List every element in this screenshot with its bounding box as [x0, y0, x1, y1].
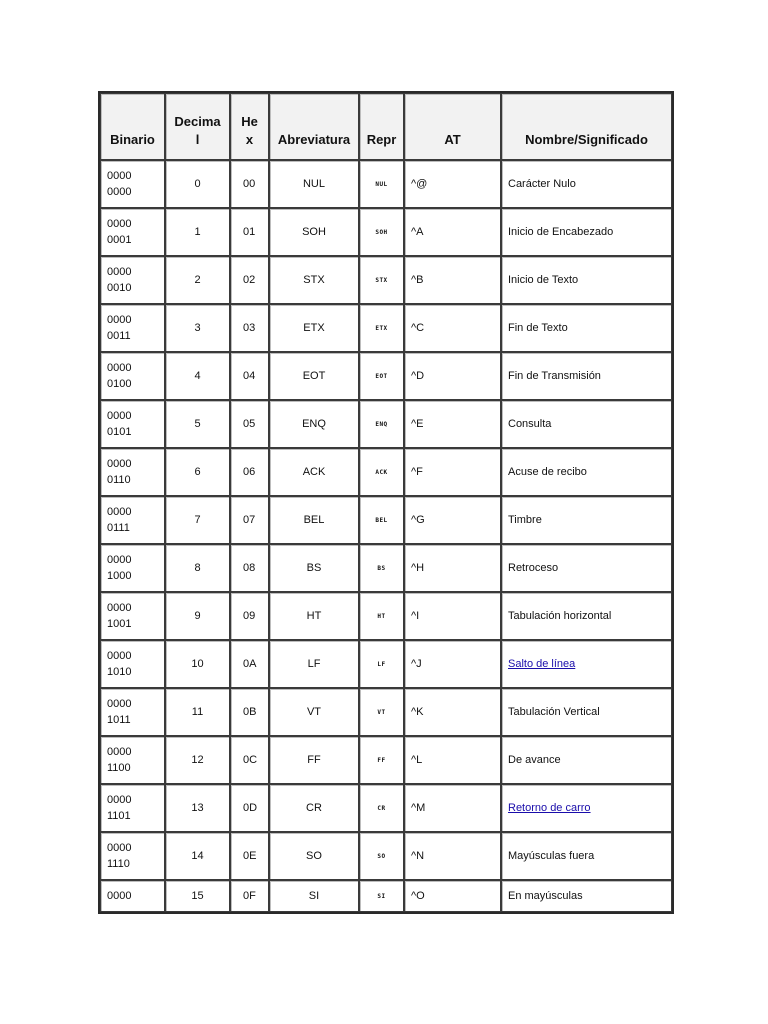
repr-glyph: NUL	[375, 181, 388, 188]
binario-high-nibble: 0000	[107, 410, 132, 422]
cell-nombre: Inicio de Encabezado	[501, 208, 672, 256]
binario-high-nibble: 0000	[107, 362, 132, 374]
table-row	[100, 496, 672, 544]
cell-decimal: 0	[165, 160, 230, 208]
cell-at: ^F	[404, 448, 501, 496]
binario-high-nibble: 0000	[107, 218, 132, 230]
cell-decimal: 6	[165, 448, 230, 496]
binario-high-nibble: 0000	[107, 698, 132, 710]
cell-hex: 04	[230, 352, 269, 400]
cell-nombre: Fin de Transmisión	[501, 352, 672, 400]
cell-nombre: Consulta	[501, 400, 672, 448]
ascii-control-table	[98, 91, 674, 914]
cell-binario	[100, 592, 165, 640]
repr-glyph: SOH	[375, 229, 388, 236]
cell-nombre: Mayúsculas fuera	[501, 832, 672, 880]
cell-hex: 09	[230, 592, 269, 640]
binario-low-nibble: 1110	[107, 858, 130, 870]
cell-hex: 0A	[230, 640, 269, 688]
header-binario: Binario	[100, 93, 165, 160]
table-row	[100, 544, 672, 592]
header-hex-line1: He	[241, 114, 258, 129]
cell-binario	[100, 400, 165, 448]
repr-glyph: ACK	[375, 469, 388, 476]
cell-abreviatura: VT	[269, 688, 359, 736]
cell-nombre: Retroceso	[501, 544, 672, 592]
table-body	[100, 160, 672, 912]
binario-high-nibble: 0000	[107, 746, 132, 758]
cell-binario	[100, 160, 165, 208]
repr-glyph: BEL	[375, 517, 388, 524]
cell-repr	[359, 448, 404, 496]
header-abreviatura: Abreviatura	[269, 93, 359, 160]
table-row	[100, 736, 672, 784]
table-row	[100, 352, 672, 400]
cell-repr	[359, 208, 404, 256]
table-row	[100, 400, 672, 448]
repr-glyph: SI	[377, 893, 386, 900]
cell-repr	[359, 544, 404, 592]
cell-binario	[100, 352, 165, 400]
table-row	[100, 256, 672, 304]
cell-nombre	[501, 784, 672, 832]
cell-repr	[359, 640, 404, 688]
cell-abreviatura: SOH	[269, 208, 359, 256]
cell-binario	[100, 736, 165, 784]
table-row	[100, 640, 672, 688]
cell-decimal: 14	[165, 832, 230, 880]
cell-hex: 01	[230, 208, 269, 256]
cell-abreviatura: ENQ	[269, 400, 359, 448]
cell-at: ^N	[404, 832, 501, 880]
repr-glyph: ETX	[375, 325, 388, 332]
cell-at: ^H	[404, 544, 501, 592]
cell-repr	[359, 784, 404, 832]
binario-low-nibble: 1100	[107, 762, 131, 774]
cell-at: ^K	[404, 688, 501, 736]
cell-binario	[100, 640, 165, 688]
cell-repr	[359, 400, 404, 448]
cell-hex: 00	[230, 160, 269, 208]
cell-hex: 0C	[230, 736, 269, 784]
cell-binario	[100, 208, 165, 256]
cell-abreviatura: EOT	[269, 352, 359, 400]
binario-high-nibble: 0000	[107, 170, 132, 182]
binario-low-nibble: 0000	[107, 186, 132, 198]
binario-high-nibble: 0000	[107, 794, 132, 806]
table-row	[100, 880, 672, 912]
cell-decimal: 10	[165, 640, 230, 688]
cell-repr	[359, 496, 404, 544]
cell-decimal: 1	[165, 208, 230, 256]
cell-nombre: Acuse de recibo	[501, 448, 672, 496]
cell-hex: 06	[230, 448, 269, 496]
cell-binario	[100, 448, 165, 496]
nombre-link[interactable]: Salto de línea	[508, 658, 576, 670]
cell-decimal: 12	[165, 736, 230, 784]
repr-glyph: LF	[377, 661, 386, 668]
cell-nombre: De avance	[501, 736, 672, 784]
cell-decimal: 7	[165, 496, 230, 544]
cell-abreviatura: BS	[269, 544, 359, 592]
repr-glyph: EOT	[375, 373, 388, 380]
binario-high-nibble: 0000	[107, 506, 132, 518]
cell-at: ^E	[404, 400, 501, 448]
cell-at: ^J	[404, 640, 501, 688]
cell-abreviatura: BEL	[269, 496, 359, 544]
binario-low-nibble: 0111	[107, 522, 130, 534]
header-at: AT	[404, 93, 501, 160]
repr-glyph: FF	[377, 757, 386, 764]
binario-low-nibble: 1010	[107, 666, 132, 678]
binario-low-nibble: 0100	[107, 378, 132, 390]
table-header-row	[100, 93, 672, 160]
cell-abreviatura: NUL	[269, 160, 359, 208]
header-decimal-line1: Decima	[174, 114, 221, 129]
cell-nombre: En mayúsculas	[501, 880, 672, 912]
cell-hex: 08	[230, 544, 269, 592]
cell-nombre: Tabulación Vertical	[501, 688, 672, 736]
table-row	[100, 208, 672, 256]
cell-decimal: 4	[165, 352, 230, 400]
binario-high-nibble: 0000	[107, 650, 132, 662]
cell-hex: 02	[230, 256, 269, 304]
cell-at: ^A	[404, 208, 501, 256]
cell-abreviatura: STX	[269, 256, 359, 304]
header-hex	[230, 93, 269, 160]
cell-at: ^D	[404, 352, 501, 400]
cell-nombre: Carácter Nulo	[501, 160, 672, 208]
cell-at: ^B	[404, 256, 501, 304]
cell-repr	[359, 688, 404, 736]
cell-at: ^L	[404, 736, 501, 784]
cell-binario	[100, 544, 165, 592]
cell-binario	[100, 256, 165, 304]
cell-abreviatura: ETX	[269, 304, 359, 352]
cell-binario	[100, 688, 165, 736]
cell-abreviatura: FF	[269, 736, 359, 784]
cell-nombre: Inicio de Texto	[501, 256, 672, 304]
cell-decimal: 15	[165, 880, 230, 912]
cell-nombre: Tabulación horizontal	[501, 592, 672, 640]
binario-low-nibble: 1001	[107, 618, 132, 630]
cell-binario	[100, 832, 165, 880]
binario-high-nibble: 0000	[107, 842, 132, 854]
binario-high-nibble: 0000	[107, 890, 132, 902]
cell-repr	[359, 832, 404, 880]
binario-high-nibble: 0000	[107, 458, 132, 470]
binario-low-nibble: 0101	[107, 426, 132, 438]
cell-at: ^M	[404, 784, 501, 832]
repr-glyph: BS	[377, 565, 386, 572]
cell-abreviatura: CR	[269, 784, 359, 832]
header-nombre: Nombre/Significado	[501, 93, 672, 160]
cell-decimal: 11	[165, 688, 230, 736]
repr-glyph: SO	[377, 853, 386, 860]
cell-hex: 0E	[230, 832, 269, 880]
table-row	[100, 592, 672, 640]
cell-decimal: 9	[165, 592, 230, 640]
cell-abreviatura: SO	[269, 832, 359, 880]
cell-binario	[100, 304, 165, 352]
table-row	[100, 688, 672, 736]
cell-binario	[100, 496, 165, 544]
cell-hex: 03	[230, 304, 269, 352]
cell-repr	[359, 880, 404, 912]
cell-repr	[359, 160, 404, 208]
binario-low-nibble: 1011	[107, 714, 131, 726]
cell-nombre: Fin de Texto	[501, 304, 672, 352]
cell-repr	[359, 736, 404, 784]
cell-decimal: 8	[165, 544, 230, 592]
cell-repr	[359, 592, 404, 640]
cell-abreviatura: ACK	[269, 448, 359, 496]
cell-at: ^G	[404, 496, 501, 544]
cell-repr	[359, 256, 404, 304]
repr-glyph: ENQ	[375, 421, 388, 428]
binario-low-nibble: 0010	[107, 282, 132, 294]
cell-hex: 07	[230, 496, 269, 544]
header-decimal-line2: l	[195, 132, 200, 147]
table-row	[100, 448, 672, 496]
cell-binario	[100, 784, 165, 832]
repr-glyph: STX	[375, 277, 388, 284]
cell-at: ^@	[404, 160, 501, 208]
table-row	[100, 784, 672, 832]
table-row	[100, 160, 672, 208]
cell-decimal: 5	[165, 400, 230, 448]
table-row	[100, 304, 672, 352]
cell-at: ^C	[404, 304, 501, 352]
binario-low-nibble: 0110	[107, 474, 131, 486]
cell-at: ^I	[404, 592, 501, 640]
cell-decimal: 2	[165, 256, 230, 304]
cell-abreviatura: LF	[269, 640, 359, 688]
binario-high-nibble: 0000	[107, 602, 132, 614]
binario-high-nibble: 0000	[107, 314, 132, 326]
cell-hex: 05	[230, 400, 269, 448]
nombre-link[interactable]: Retorno de carro	[508, 802, 591, 814]
repr-glyph: VT	[377, 709, 386, 716]
binario-low-nibble: 1101	[107, 810, 131, 822]
cell-repr	[359, 304, 404, 352]
cell-hex: 0B	[230, 688, 269, 736]
cell-decimal: 3	[165, 304, 230, 352]
cell-decimal: 13	[165, 784, 230, 832]
binario-low-nibble: 0011	[107, 330, 131, 342]
binario-low-nibble: 1000	[107, 570, 132, 582]
binario-high-nibble: 0000	[107, 266, 132, 278]
cell-hex: 0F	[230, 880, 269, 912]
cell-abreviatura: SI	[269, 880, 359, 912]
table-row	[100, 832, 672, 880]
header-repr: Repr	[359, 93, 404, 160]
repr-glyph: CR	[377, 805, 386, 812]
cell-repr	[359, 352, 404, 400]
cell-hex: 0D	[230, 784, 269, 832]
binario-low-nibble: 0001	[107, 234, 132, 246]
cell-nombre	[501, 640, 672, 688]
cell-binario	[100, 880, 165, 912]
cell-at: ^O	[404, 880, 501, 912]
header-hex-line2: x	[245, 132, 254, 147]
header-decimal	[165, 93, 230, 160]
repr-glyph: HT	[377, 613, 386, 620]
cell-nombre: Timbre	[501, 496, 672, 544]
cell-abreviatura: HT	[269, 592, 359, 640]
binario-high-nibble: 0000	[107, 554, 132, 566]
